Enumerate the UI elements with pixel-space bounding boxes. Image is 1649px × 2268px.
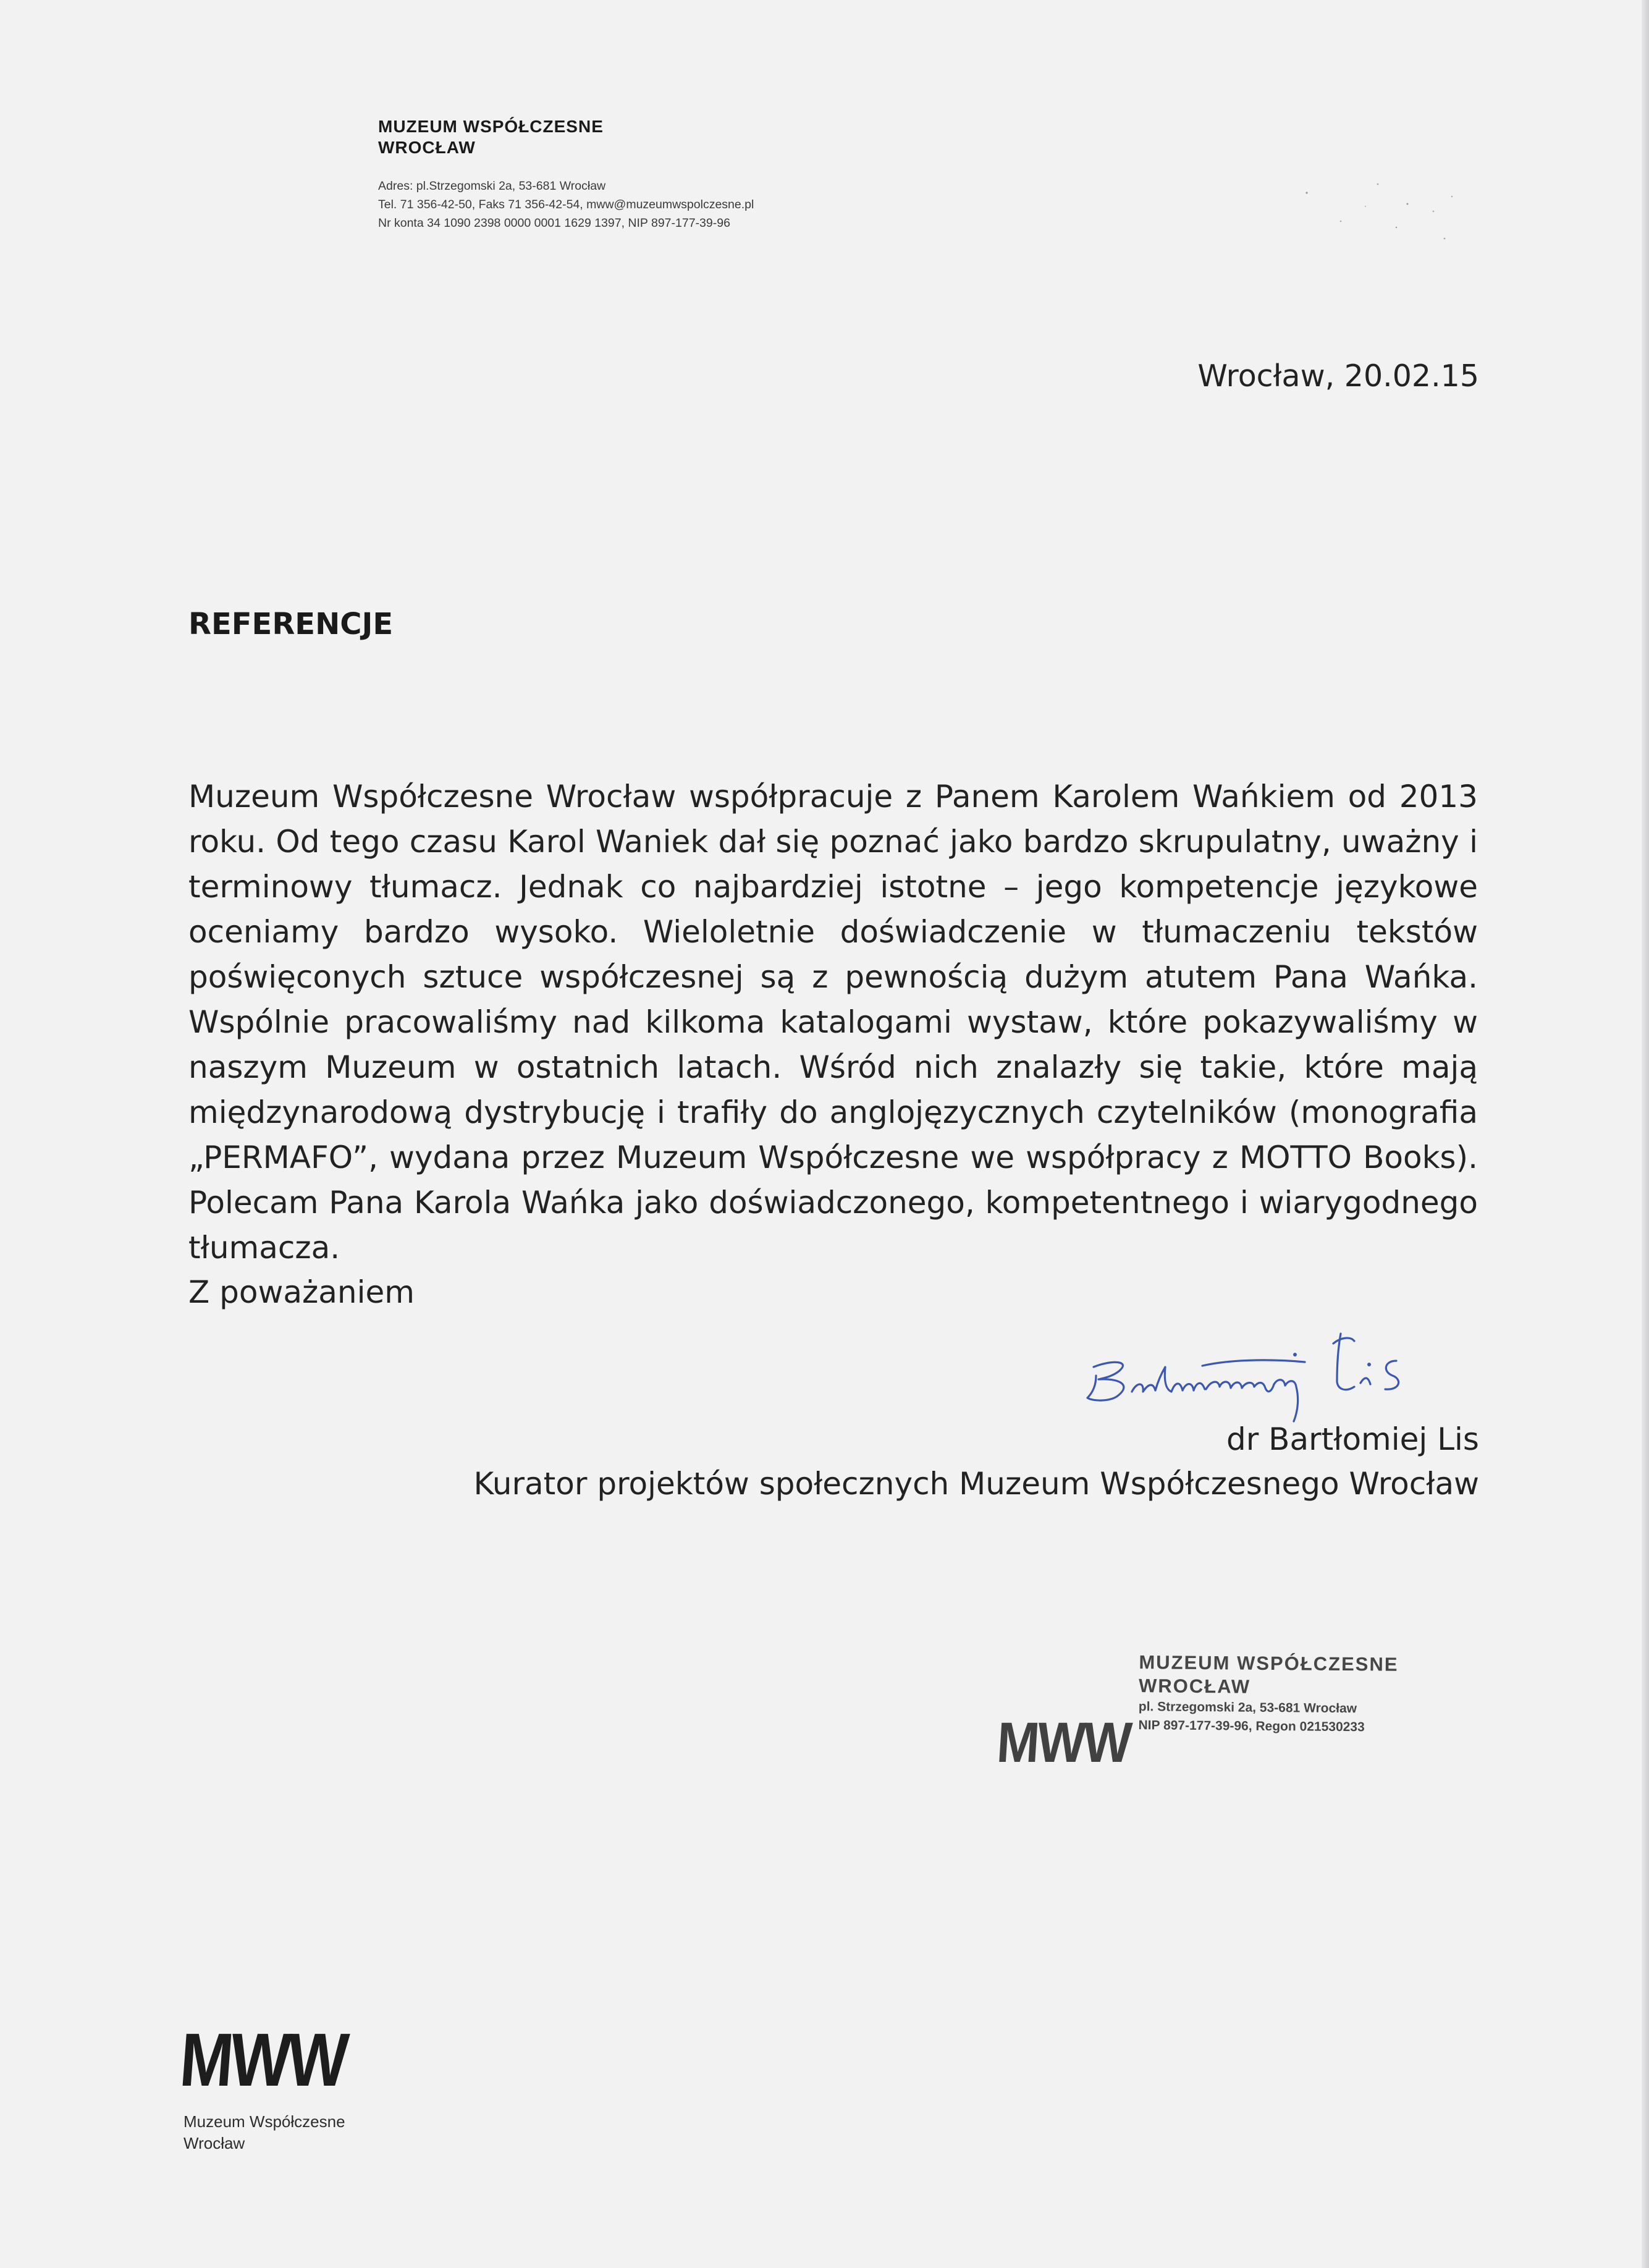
paper-edge-shadow (1642, 0, 1649, 2268)
letterhead-contact-block (378, 177, 754, 232)
signer-role: Kurator projektów społecznych Muzeum Współczesnego Wrocław (473, 1466, 1479, 1502)
stamp-address: pl. Strzegomski 2a, 53-681 Wrocław (1138, 1699, 1357, 1716)
stamp-tax-ids: NIP 897-177-39-96, Regon 021530233 (1138, 1718, 1365, 1735)
letterhead-org-line1: MUZEUM WSPÓŁCZESNE (378, 117, 604, 136)
footer-name-line2: Wrocław (183, 2134, 245, 2152)
stamp-org-line2: WROCŁAW (1138, 1675, 1251, 1698)
letter-body: Muzeum Współczesne Wrocław współpracuje z Panem Karolem Wańkiem od 2013 roku. Od tego czasu Karol Waniek dał się poznać jako bardzo skrupulatny, uważny i terminowy tłumacz. Jednak co najbardziej istotne – jego kompetencje językowe oceniamy bardzo wysoko. Wieloletnie doświadczenie w tłumaczeniu tekstów poświęconych sztuce współczesnej są z pewnością dużym atutem Pana Wańka. Wspólnie pracowaliśmy nad kilkoma katalogami wystaw, które pokazywaliśmy w naszym Muzeum w ostatnich latach. Wśród nich znalazły się takie, które mają międzynarodową dystrybucję i trafiły do anglojęzycznych czytelników (monografia „PERMAFO”, wydana przez Muzeum Współczesne we współpracy z MOTTO Books). Polecam Pana Karola Wańka jako doświadczonego, kompetentnego i wiarygodnego tłumacza. (188, 779, 1478, 1266)
letterhead-org-name (378, 116, 604, 158)
letter-title: REFERENCJE (188, 607, 394, 641)
signer-name: dr Bartłomiej Lis (1226, 1421, 1479, 1457)
institution-stamp (1138, 1651, 1398, 1737)
letterhead-phone-email: Tel. 71 356-42-50, Faks 71 356-42-54, mww@muzeumwspolczesne.pl (378, 198, 754, 211)
letter-date: Wrocław, 20.02.15 (1197, 358, 1479, 394)
footer-org-name (183, 2111, 345, 2154)
footer-logo: MWW (177, 2018, 348, 2102)
handwritten-signature (1075, 1322, 1470, 1428)
letter-closing: Z poważaniem (188, 1274, 415, 1310)
stamp-org-line1: MUZEUM WSPÓŁCZESNE (1139, 1651, 1399, 1675)
stamp-logo: MWW (995, 1711, 1132, 1774)
letterhead-address: Adres: pl.Strzegomski 2a, 53-681 Wrocław (378, 179, 606, 193)
letterhead-org-line2: WROCŁAW (378, 138, 476, 157)
scan-specks (1304, 179, 1464, 253)
letterhead-bank-account: Nr konta 34 1090 2398 0000 0001 1629 1397, NIP 897-177-39-96 (378, 216, 730, 230)
footer-name-line1: Muzeum Współczesne (183, 2112, 345, 2131)
